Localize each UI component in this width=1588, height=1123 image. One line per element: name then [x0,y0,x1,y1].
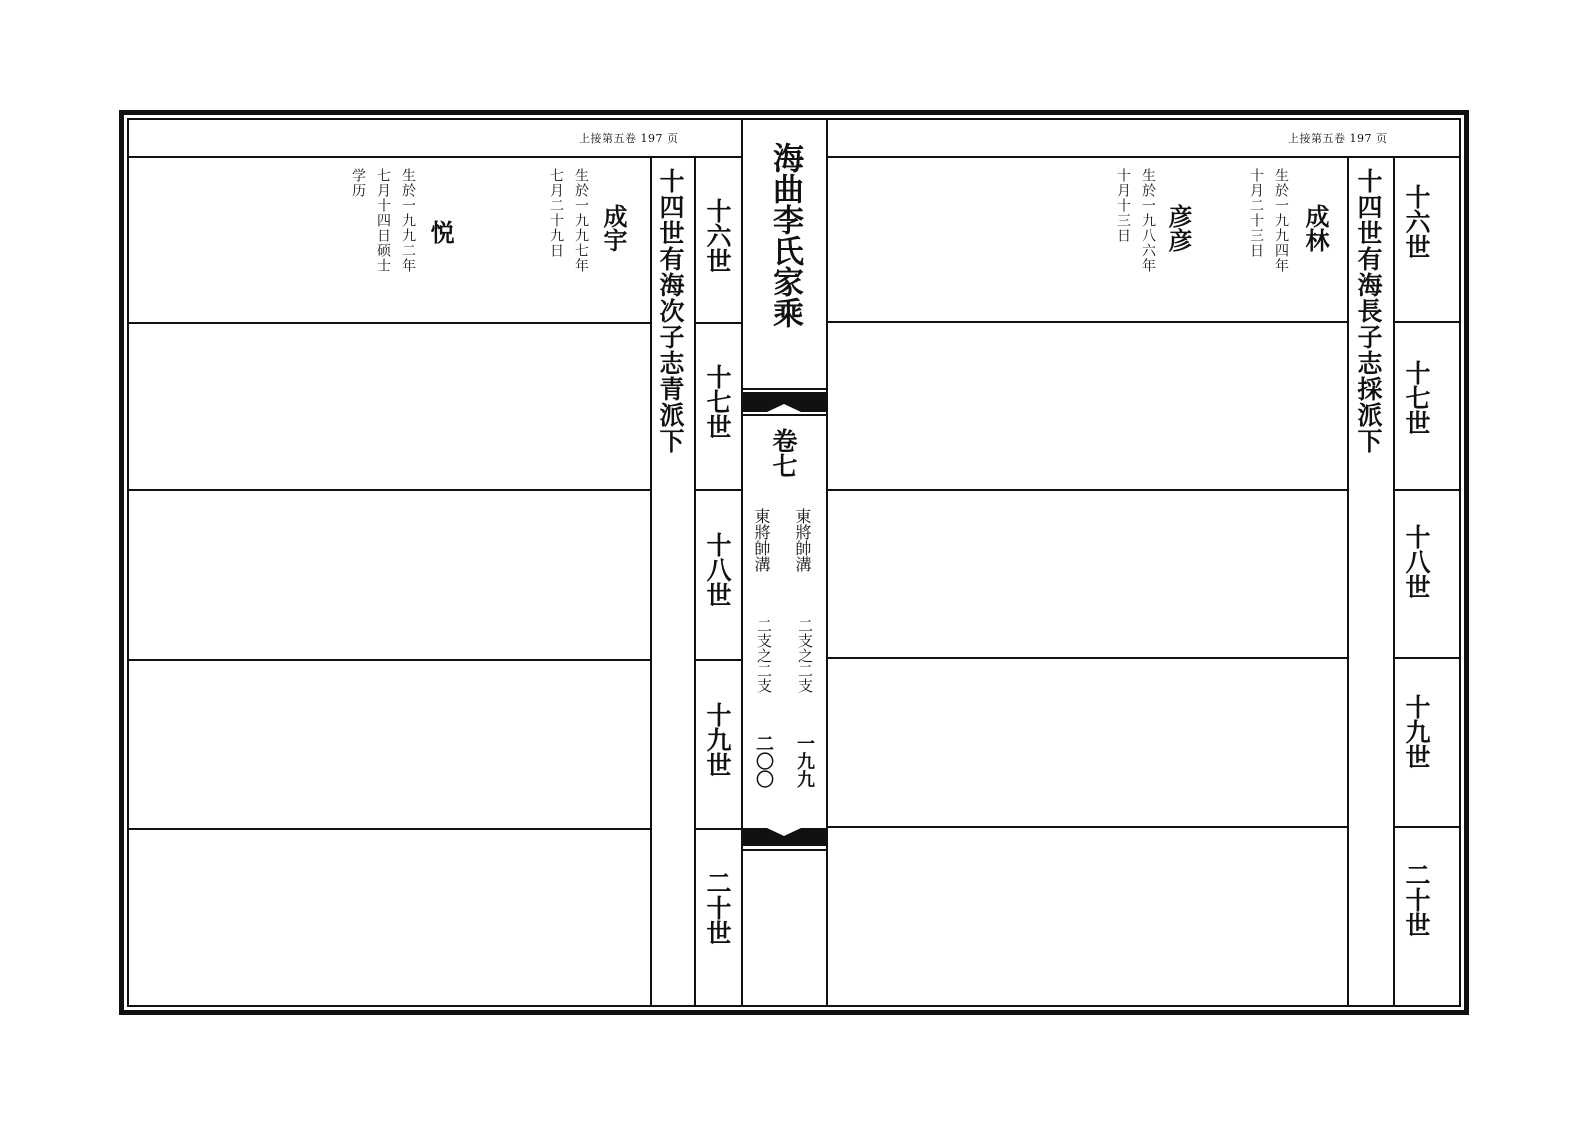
left-row-rule [129,489,650,491]
right-col-sep-2 [1393,156,1395,1005]
left-gen-label: 二十世 [703,870,732,945]
left-continuation-note: 上接第五卷 197 页 [579,132,679,145]
left-page [129,120,741,1005]
person-date: 十月二十三日 [1248,168,1264,258]
left-col-sep-2 [694,156,696,1005]
left-gen-rule [696,828,741,830]
person-name: 彦彦 [1164,204,1193,252]
left-gen-label: 十九世 [703,702,732,777]
spine-place-right: 東將帥溝 [793,508,812,572]
spine [743,120,826,1005]
spine-fishtail-top [743,388,826,416]
right-gen-label: 二十世 [1402,862,1431,937]
right-gen-rule [1395,489,1459,491]
left-gen-rule [696,322,741,324]
volume-label: 卷七 [769,428,798,478]
left-gen-label: 十八世 [703,532,732,607]
right-header-rule [828,156,1459,158]
left-col-sep-1 [650,156,652,1005]
person-date: 七月二十九日 [548,168,564,258]
person-name: 悦 [426,220,455,244]
left-gen-label: 十六世 [703,198,732,273]
right-row-rule [828,657,1347,659]
spine-fishtail-bottom [743,824,826,852]
right-continuation-note: 上接第五卷 197 页 [1288,132,1388,145]
person-birth: 生於一九八六年 [1140,168,1156,273]
right-gen-rule [1395,321,1459,323]
spine-branch-left: 二支之二支 [755,618,773,693]
left-row-rule [129,659,650,661]
right-gen-rule [1395,657,1459,659]
right-row-rule [828,321,1347,323]
right-gen-label: 十六世 [1402,184,1431,259]
left-row-rule [129,828,650,830]
person-date: 七月十四日硕士 [375,168,391,273]
book-title: 海曲李氏家乘 [767,142,803,328]
person-name: 成林 [1301,204,1330,252]
left-gen-rule [696,489,741,491]
person-name: 成宇 [599,204,628,252]
spine-page-left: 二〇〇 [753,734,774,788]
person-birth: 生於一九九二年 [400,168,416,273]
right-page [828,120,1459,1005]
right-col-sep-1 [1347,156,1349,1005]
right-gen-label: 十七世 [1402,360,1431,435]
person-date: 十月十三日 [1115,168,1131,243]
person-note: 学历 [350,168,366,198]
person-birth: 生於一九九四年 [1273,168,1289,273]
spine-place-left: 東將帥溝 [752,508,771,572]
left-gen-label: 十七世 [703,364,732,439]
spine-page-right: 一九九 [794,734,815,788]
spine-branch-right: 二支之二支 [796,618,814,693]
right-branch-title: 十四世有海長子志採派下 [1354,168,1383,454]
right-gen-label: 十九世 [1402,694,1431,769]
person-birth: 生於一九九七年 [573,168,589,273]
left-gen-rule [696,659,741,661]
right-gen-label: 十八世 [1402,524,1431,599]
right-row-rule [828,489,1347,491]
right-row-rule [828,826,1347,828]
right-gen-rule [1395,826,1459,828]
left-branch-title: 十四世有海次子志青派下 [656,168,685,454]
left-row-rule [129,322,650,324]
